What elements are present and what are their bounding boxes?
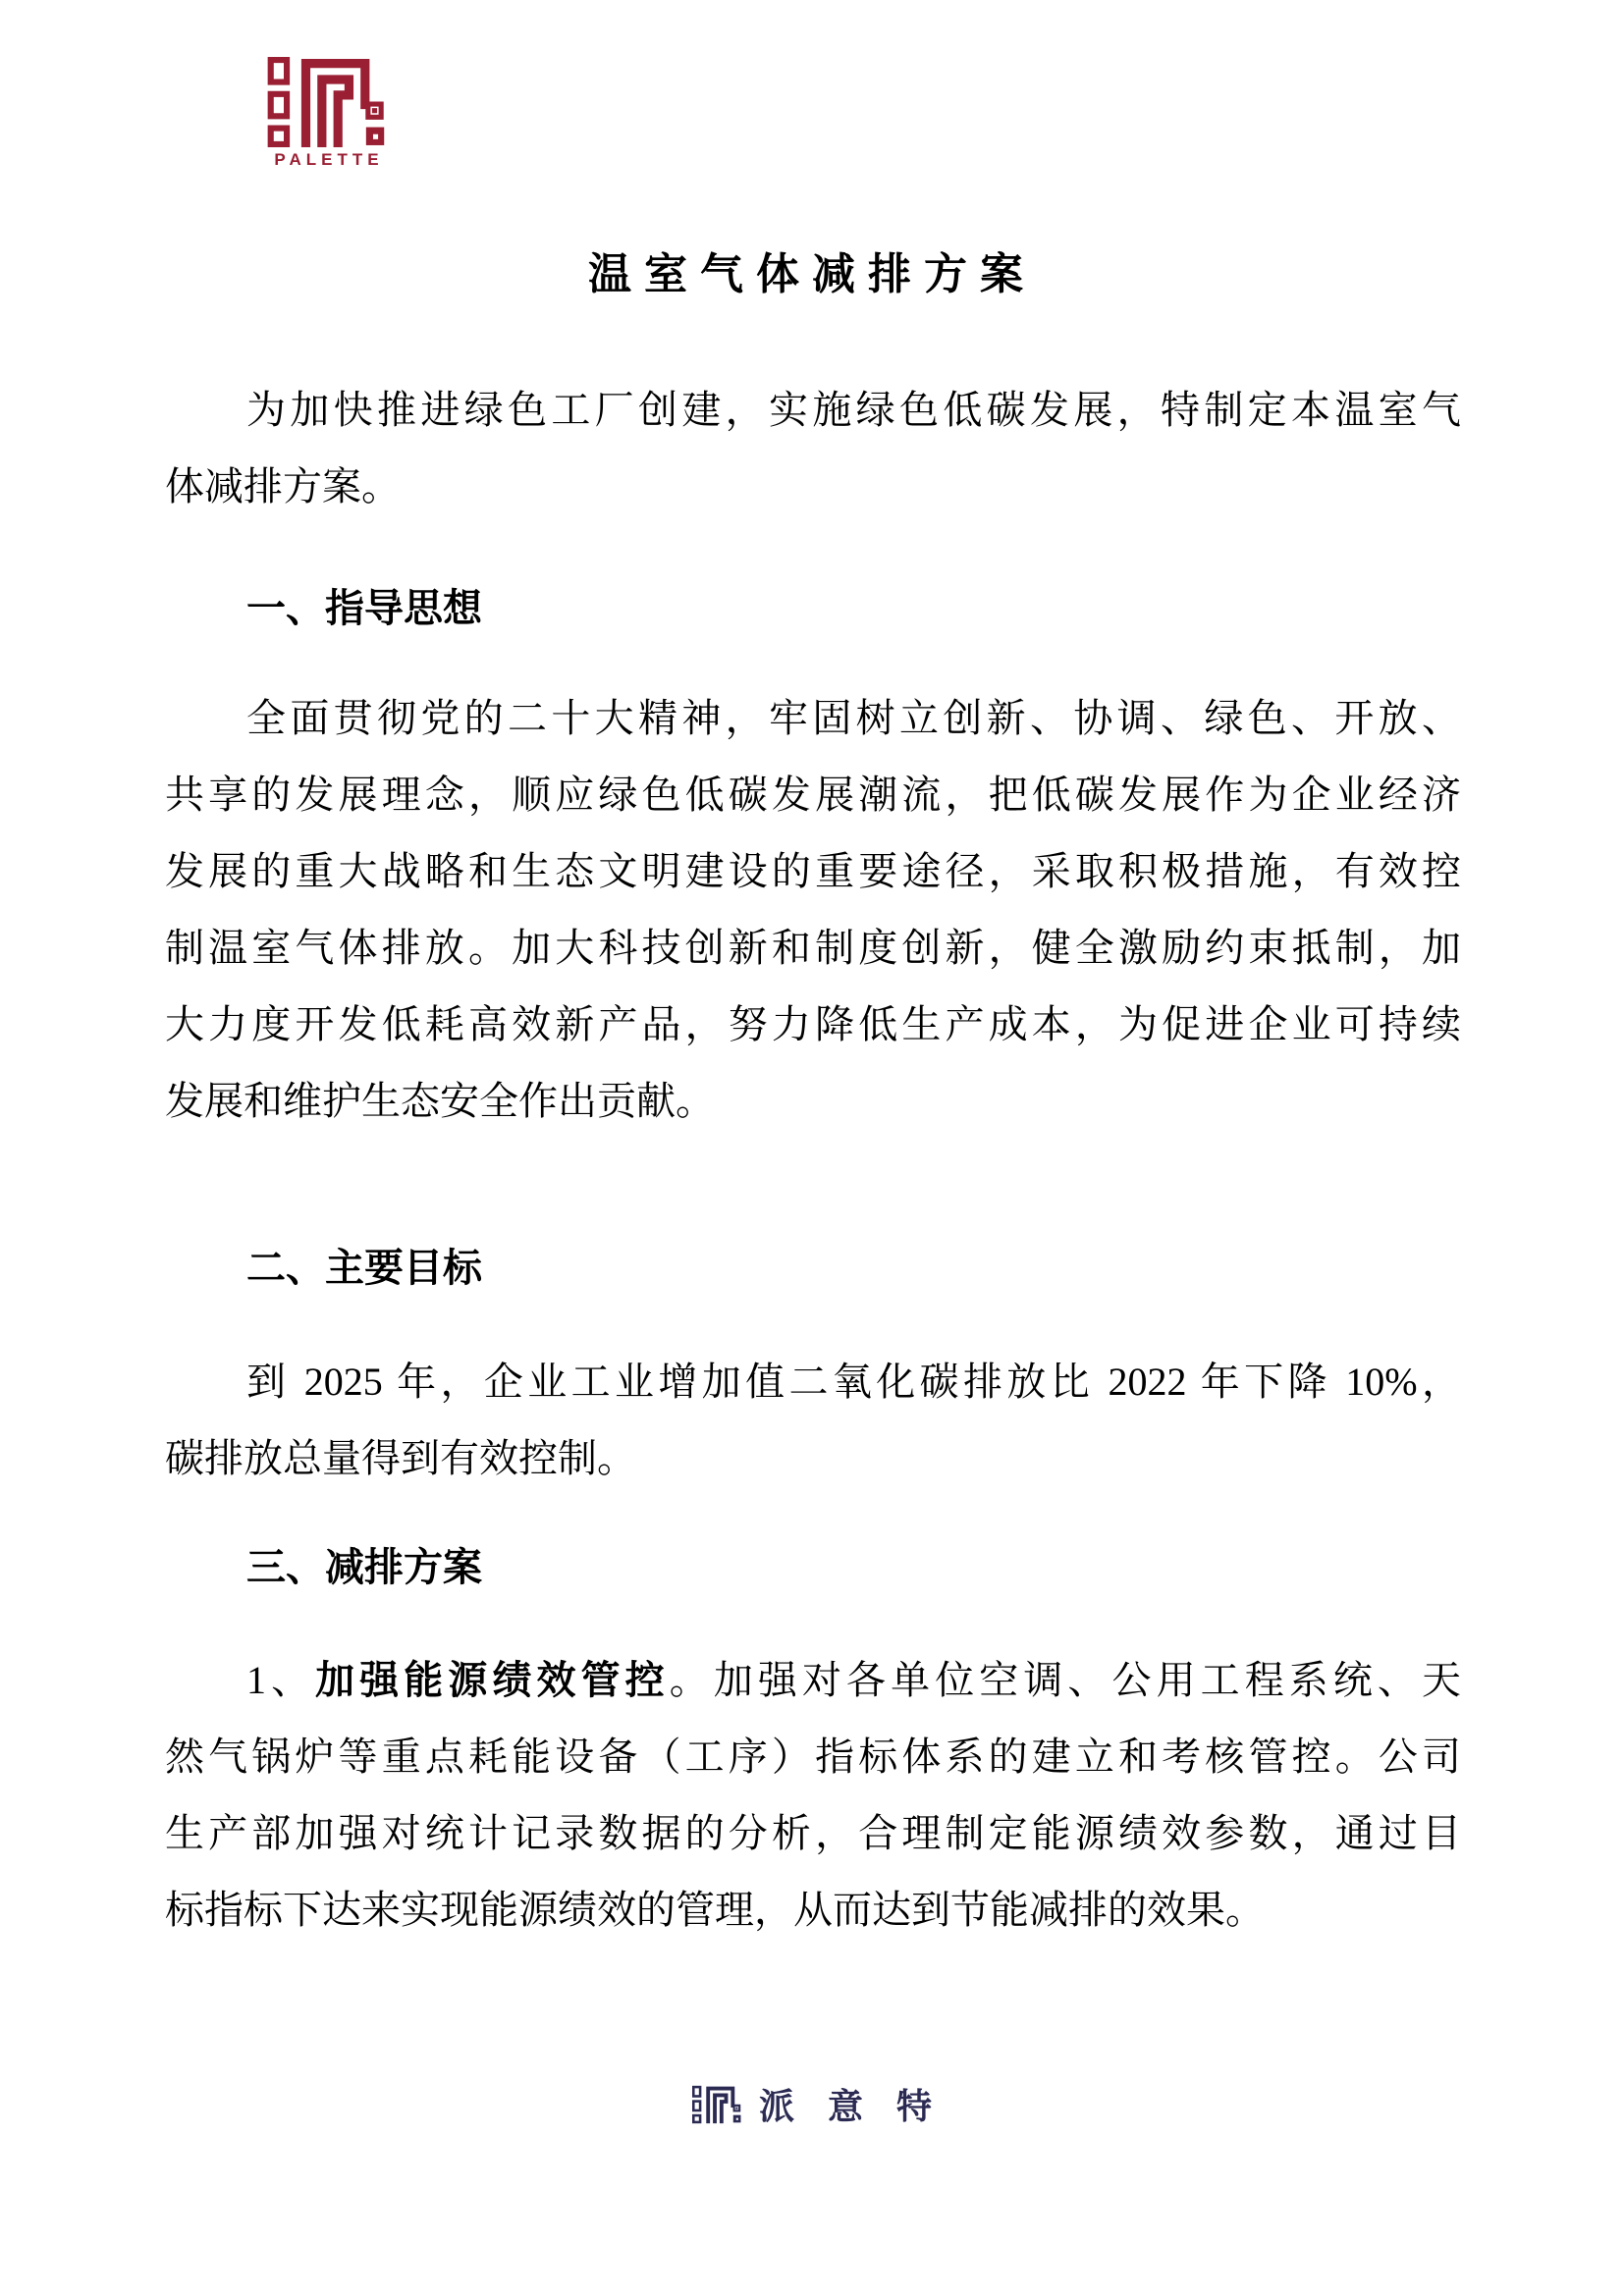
section-heading-2: 二、主要目标	[246, 1247, 482, 1290]
paragraph-line	[165, 1642, 1461, 1719]
paragraph-line: 共享的发展理念，顺应绿色低碳发展潮流，把低碳发展作为企业经济	[165, 773, 1461, 817]
paragraph-line: 碳排放总量得到有效控制。	[165, 1436, 636, 1480]
paiyite-logo-icon	[692, 2082, 743, 2127]
paragraph-line: 标指标下达来实现能源绩效的管理，从而达到节能减排的效果。	[165, 1888, 1265, 1932]
paragraph-line: 发展和维护生态安全作出贡献。	[165, 1079, 715, 1123]
page-title: 温室气体减排方案	[588, 250, 1036, 298]
paragraph-line: 到 2025 年，企业工业增加值二氧化碳排放比 2022 年下降 10%，	[246, 1360, 1461, 1404]
header-logo	[267, 57, 391, 170]
footer-brand-text: 派意特	[758, 2086, 965, 2126]
footer-brand	[0, 2079, 1624, 2129]
paragraph-line: 体减排方案。	[165, 464, 401, 508]
palette-logo-icon	[267, 57, 391, 147]
header-logo-wordmark: PALETTE	[274, 150, 384, 169]
section-1-paragraph	[165, 680, 1461, 1140]
paragraph-line: 全面贯彻党的二十大精神，牢固树立创新、协调、绿色、开放、	[246, 696, 1461, 740]
paragraph-line: 大力度开发低耗高效新产品，努力降低生产成本，为促进企业可持续	[165, 1002, 1461, 1046]
list-item-number: 1、	[246, 1658, 316, 1702]
section-heading-1: 一、指导思想	[246, 587, 482, 630]
section-heading-3: 三、减排方案	[246, 1546, 482, 1589]
section-2-paragraph	[165, 1344, 1461, 1497]
paragraph-line: 制温室气体排放。加大科技创新和制度创新，健全激励约束抵制，加	[165, 926, 1461, 970]
paragraph-line: 生产部加强对统计记录数据的分析，合理制定能源绩效参数，通过目	[165, 1811, 1461, 1855]
paragraph-line: 发展的重大战略和生态文明建设的重要途径，采取积极措施，有效控	[165, 849, 1461, 893]
section-3-paragraph	[165, 1642, 1461, 1949]
paragraph-line: 为加快推进绿色工厂创建，实施绿色低碳发展，特制定本温室气	[246, 388, 1461, 432]
list-item-text: 。加强对各单位空调、公用工程系统、天	[669, 1658, 1462, 1702]
intro-paragraph	[165, 372, 1461, 525]
list-item-bold-lead: 加强能源绩效管控	[315, 1659, 670, 1702]
paragraph-line: 然气锅炉等重点耗能设备（工序）指标体系的建立和考核管控。公司	[165, 1735, 1461, 1779]
